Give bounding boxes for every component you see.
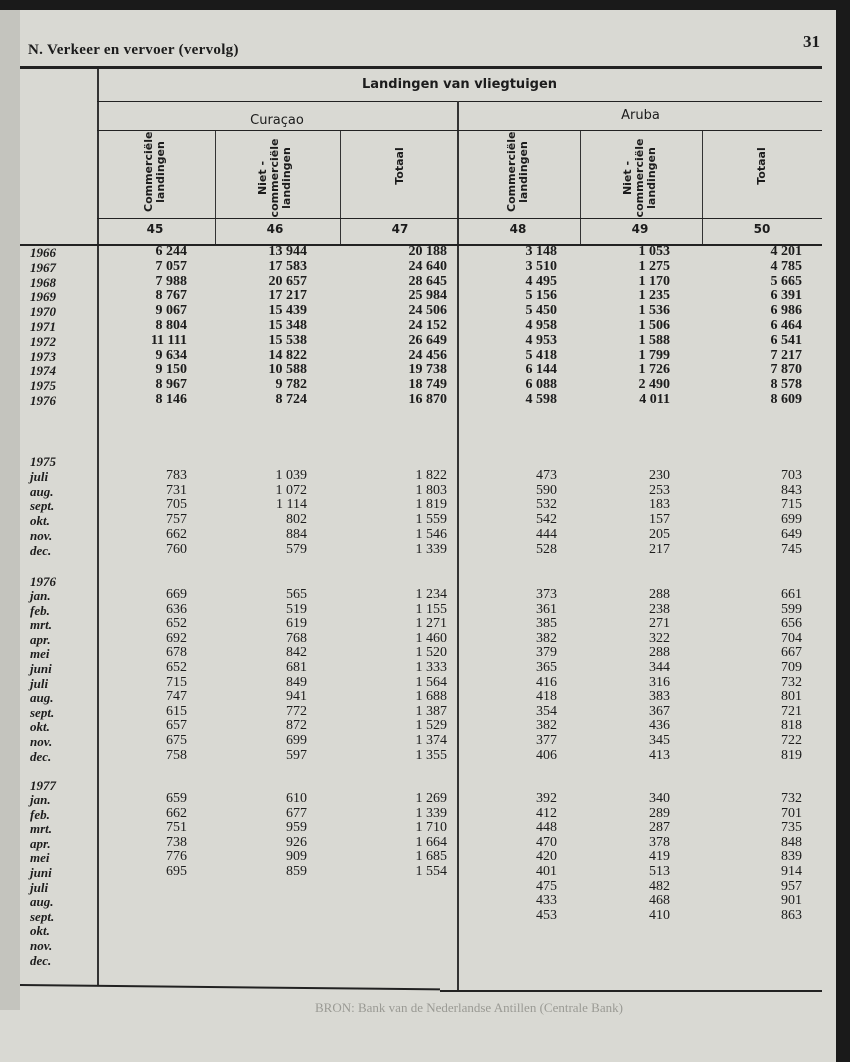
table-cell: 914 — [781, 864, 802, 879]
table-cell: 1 155 — [415, 601, 447, 617]
column-number: 47 — [391, 222, 409, 236]
section-year-heading: 1976 — [30, 574, 56, 589]
table-cell: 704 — [781, 630, 802, 646]
table-cell: 2 490 — [638, 377, 670, 393]
table-cell: 8 724 — [275, 392, 307, 407]
table-cell: 3 148 — [525, 244, 557, 259]
table-cell: 732 — [781, 674, 802, 690]
table-cell: 6 391 — [770, 288, 802, 304]
table-cell: 1 819 — [415, 497, 447, 513]
table-cell: 801 — [781, 689, 802, 705]
row-label: 1974 — [30, 363, 56, 379]
page-number: 31 — [803, 32, 820, 51]
table-cell: 28 645 — [408, 273, 447, 289]
table-cell: 1 546 — [415, 526, 447, 542]
table-cell: 590 — [536, 482, 557, 498]
table-cell: 1 520 — [415, 645, 447, 661]
row-label: 1967 — [30, 259, 56, 275]
table-cell: 1 275 — [638, 258, 670, 274]
section-year-heading: 1977 — [30, 778, 56, 793]
table-cell: 705 — [166, 497, 187, 513]
table-cell: 340 — [649, 791, 670, 806]
table-cell: 385 — [536, 616, 557, 632]
table-cell: 1 039 — [275, 468, 307, 483]
table-cell: 839 — [781, 849, 802, 865]
column-label-rule — [97, 218, 822, 219]
table-cell: 1 822 — [415, 468, 447, 483]
table-cell: 205 — [649, 526, 670, 542]
table-cell: 382 — [536, 718, 557, 734]
table-cell: 4 785 — [770, 258, 802, 274]
table-cell: 373 — [536, 587, 557, 602]
row-label: 1973 — [30, 348, 56, 364]
table-cell: 1 726 — [638, 362, 670, 378]
table-cell: 26 649 — [408, 332, 447, 348]
row-label: okt. — [30, 719, 50, 735]
table-cell: 772 — [286, 703, 307, 719]
row-label: juli — [30, 469, 49, 484]
column-number: 50 — [753, 222, 771, 236]
table-cell: 18 749 — [408, 377, 447, 393]
column-header-label: Commerciële landingen — [505, 131, 530, 212]
table-cell: 419 — [649, 849, 670, 865]
table-cell: 657 — [166, 718, 187, 734]
row-label: feb. — [30, 602, 50, 618]
table-cell: 1 339 — [415, 541, 447, 557]
table-cell: 420 — [536, 849, 557, 865]
table-cell: 448 — [536, 820, 557, 836]
table-cell: 695 — [166, 864, 187, 879]
table-cell: 253 — [649, 482, 670, 498]
table-cell: 1 529 — [415, 718, 447, 734]
table-cell: 667 — [781, 645, 802, 661]
table-cell: 957 — [781, 878, 802, 894]
table-cell: 24 456 — [408, 347, 447, 363]
row-label: mei — [30, 646, 50, 662]
row-label: juni — [30, 865, 52, 880]
table-cell: 1 554 — [415, 864, 447, 879]
table-cell: 8 146 — [155, 392, 187, 407]
row-label: 1972 — [30, 333, 56, 349]
col-divider — [580, 131, 581, 245]
table-cell: 1 803 — [415, 482, 447, 498]
table-cell: 699 — [286, 733, 307, 748]
table-cell: 9 067 — [155, 303, 187, 319]
table-cell: 4 953 — [525, 332, 557, 348]
table-cell: 4 011 — [639, 392, 670, 407]
table-cell: 872 — [286, 718, 307, 734]
table-cell: 468 — [649, 893, 670, 909]
table-cell: 1 339 — [415, 805, 447, 821]
table-cell: 3 510 — [525, 258, 557, 274]
row-label: dec. — [30, 748, 52, 764]
table-cell: 271 — [649, 616, 670, 632]
row-label: apr. — [30, 835, 51, 851]
table-cell: 757 — [166, 512, 187, 528]
table-cell: 475 — [536, 878, 557, 894]
row-label: 1970 — [30, 304, 56, 320]
row-label: dec. — [30, 952, 52, 968]
table-cell: 1 170 — [638, 273, 670, 289]
table-cell: 382 — [536, 630, 557, 646]
col-divider — [702, 131, 703, 245]
table-cell: 1 235 — [638, 288, 670, 304]
table-cell: 1 685 — [415, 849, 447, 865]
table-cell: 9 634 — [155, 347, 187, 363]
table-cell: 1 710 — [415, 820, 447, 836]
table-cell: 4 495 — [525, 273, 557, 289]
row-label: nov. — [30, 527, 53, 543]
column-header-label: Totaal — [393, 147, 406, 185]
table-cell: 701 — [781, 805, 802, 821]
main-heading: Landingen van vliegtuigen — [361, 77, 558, 92]
table-cell: 470 — [536, 834, 557, 850]
table-cell: 599 — [781, 601, 802, 617]
table-cell: 444 — [536, 526, 557, 542]
table-cell: 783 — [166, 468, 187, 483]
column-number: 49 — [631, 222, 649, 236]
table-cell: 941 — [286, 689, 307, 705]
col-divider — [215, 131, 216, 245]
table-cell: 703 — [781, 468, 802, 483]
table-cell: 661 — [781, 587, 802, 602]
table-cell: 1 564 — [415, 674, 447, 690]
table-cell: 1 114 — [276, 497, 307, 513]
row-label: mrt. — [30, 821, 53, 837]
table-cell: 288 — [649, 645, 670, 661]
table-cell: 15 439 — [268, 303, 307, 319]
table-cell: 416 — [536, 674, 557, 690]
table-cell: 1 387 — [415, 703, 447, 719]
table-cell: 735 — [781, 820, 802, 836]
table-cell: 652 — [166, 616, 187, 632]
table-cell: 413 — [649, 747, 670, 763]
section-year-heading: 1975 — [30, 454, 56, 469]
table-bottom-rule — [440, 990, 822, 992]
table-cell: 238 — [649, 601, 670, 617]
table-cell: 24 640 — [408, 258, 447, 274]
table-cell: 901 — [781, 893, 802, 909]
row-label: okt. — [30, 513, 50, 529]
table-cell: 802 — [286, 512, 307, 528]
table-cell: 5 418 — [525, 347, 557, 363]
row-label: sept. — [30, 704, 55, 720]
row-label: sept. — [30, 908, 55, 924]
table-cell: 528 — [536, 541, 557, 557]
table-cell: 482 — [649, 878, 670, 894]
table-cell: 677 — [286, 805, 307, 821]
table-cell: 473 — [536, 468, 557, 483]
row-label: feb. — [30, 806, 50, 822]
table-cell: 722 — [781, 733, 802, 748]
column-number: 45 — [146, 222, 164, 236]
table-cell: 662 — [166, 526, 187, 542]
table-cell: 818 — [781, 718, 802, 734]
table-cell: 6 088 — [525, 377, 557, 393]
table-cell: 848 — [781, 834, 802, 850]
table-cell: 5 665 — [770, 273, 802, 289]
table-cell: 183 — [649, 497, 670, 513]
table-cell: 745 — [781, 541, 802, 557]
table-cell: 8 804 — [155, 318, 187, 333]
table-cell: 453 — [536, 907, 557, 923]
table-cell: 1 506 — [638, 318, 670, 333]
row-label: 1971 — [30, 319, 56, 334]
table-cell: 715 — [166, 674, 187, 690]
table-cell: 1 333 — [415, 660, 447, 675]
table-cell: 542 — [536, 512, 557, 528]
table-cell: 19 738 — [408, 362, 447, 378]
column-number: 46 — [266, 222, 284, 236]
row-label: aug. — [30, 690, 54, 706]
table-cell: 751 — [166, 820, 187, 836]
table-cell: 842 — [286, 645, 307, 661]
table-cell: 1 664 — [415, 834, 447, 850]
table-cell: 20 657 — [268, 273, 307, 289]
row-label: juli — [30, 879, 49, 895]
table-cell: 715 — [781, 497, 802, 513]
table-cell: 20 188 — [408, 244, 447, 259]
table-cell: 519 — [286, 601, 307, 617]
table-cell: 17 217 — [268, 288, 307, 304]
row-label: apr. — [30, 631, 51, 647]
column-number: 48 — [509, 222, 527, 236]
row-label: jan. — [30, 588, 51, 603]
table-cell: 649 — [781, 526, 802, 542]
row-label: juli — [30, 675, 49, 691]
row-label: 1966 — [30, 245, 56, 260]
row-label: 1969 — [30, 289, 56, 305]
table-cell: 513 — [649, 864, 670, 879]
table-cell: 377 — [536, 733, 557, 748]
group-aruba: Aruba — [621, 108, 660, 123]
table-cell: 8 767 — [155, 288, 187, 304]
heading-rule — [97, 101, 822, 102]
table-cell: 11 111 — [150, 332, 187, 348]
table-cell: 288 — [649, 587, 670, 602]
table-cell: 1 460 — [415, 630, 447, 646]
table-cell: 433 — [536, 893, 557, 909]
table-cell: 678 — [166, 645, 187, 661]
table-cell: 13 944 — [268, 244, 307, 259]
table-cell: 675 — [166, 733, 187, 748]
table-cell: 7 870 — [770, 362, 802, 378]
table-cell: 681 — [286, 660, 307, 675]
table-cell: 859 — [286, 864, 307, 879]
table-cell: 610 — [286, 791, 307, 806]
table-cell: 7 057 — [155, 258, 187, 274]
table-cell: 959 — [286, 820, 307, 836]
table-cell: 1 559 — [415, 512, 447, 528]
table-cell: 579 — [286, 541, 307, 557]
row-label: jan. — [30, 792, 51, 807]
table-cell: 1 688 — [415, 689, 447, 705]
table-cell: 760 — [166, 541, 187, 557]
table-cell: 615 — [166, 703, 187, 719]
row-label: aug. — [30, 483, 54, 499]
table-cell: 747 — [166, 689, 187, 705]
table-cell: 768 — [286, 630, 307, 646]
row-label: nov. — [30, 734, 53, 749]
table-cell: 1 536 — [638, 303, 670, 319]
table-cell: 1 799 — [638, 347, 670, 363]
table-cell: 406 — [536, 747, 557, 763]
table-cell: 217 — [649, 541, 670, 557]
table-cell: 1 271 — [415, 616, 447, 632]
table-cell: 909 — [286, 849, 307, 865]
table-cell: 669 — [166, 587, 187, 602]
table-cell: 849 — [286, 674, 307, 690]
table-cell: 659 — [166, 791, 187, 806]
table-cell: 6 464 — [770, 318, 802, 333]
table-cell: 392 — [536, 791, 557, 806]
table-cell: 14 822 — [268, 347, 307, 363]
table-cell: 9 150 — [155, 362, 187, 378]
table-cell: 732 — [781, 791, 802, 806]
column-header-label: Totaal — [755, 147, 768, 185]
page-title: N. Verkeer en vervoer (vervolg) — [28, 42, 239, 58]
table-cell: 819 — [781, 747, 802, 763]
row-label: juni — [30, 661, 52, 676]
table-cell: 24 152 — [408, 318, 447, 333]
table-cell: 5 450 — [525, 303, 557, 319]
table-cell: 532 — [536, 497, 557, 513]
table-cell: 5 156 — [525, 288, 557, 304]
table-cell: 7 217 — [770, 347, 802, 363]
row-label: okt. — [30, 923, 50, 939]
table-cell: 410 — [649, 907, 670, 923]
table-cell: 709 — [781, 660, 802, 675]
table-cell: 758 — [166, 747, 187, 763]
table-cell: 1 234 — [415, 587, 447, 602]
table-cell: 884 — [286, 526, 307, 542]
table-cell: 10 588 — [268, 362, 307, 378]
column-header-label: Niet - commerciële landingen — [256, 138, 293, 218]
table-cell: 6 541 — [770, 332, 802, 348]
table-cell: 322 — [649, 630, 670, 646]
table-cell: 15 538 — [268, 332, 307, 348]
table-cell: 15 348 — [268, 318, 307, 333]
table-cell: 344 — [649, 660, 670, 675]
table-cell: 652 — [166, 660, 187, 675]
table-cell: 378 — [649, 834, 670, 850]
table-cell: 287 — [649, 820, 670, 836]
row-label: aug. — [30, 894, 54, 910]
table-cell: 597 — [286, 747, 307, 763]
table-cell: 8 609 — [770, 392, 802, 407]
table-cell: 16 870 — [408, 392, 447, 407]
row-label: mei — [30, 850, 50, 866]
table-cell: 6 244 — [155, 244, 187, 259]
table-cell: 731 — [166, 482, 187, 498]
table-cell: 1 355 — [415, 747, 447, 763]
table-cell: 6 144 — [525, 362, 557, 378]
source-note: BRON: Bank van de Nederlandse Antillen (Centrale Bank) — [315, 1000, 623, 1015]
table-cell: 230 — [649, 468, 670, 483]
row-label: dec. — [30, 542, 52, 558]
table-cell: 926 — [286, 834, 307, 850]
table-cell: 1 374 — [415, 733, 447, 748]
table-cell: 418 — [536, 689, 557, 705]
table-cell: 361 — [536, 601, 557, 617]
table-cell: 1 053 — [638, 244, 670, 259]
table-cell: 776 — [166, 849, 187, 865]
table-cell: 656 — [781, 616, 802, 632]
group-curacao: Curaçao — [250, 113, 304, 128]
table-cell: 436 — [649, 718, 670, 734]
table-cell: 4 598 — [525, 392, 557, 407]
table-cell: 24 506 — [408, 303, 447, 319]
table-cell: 843 — [781, 482, 802, 498]
row-label: sept. — [30, 498, 55, 514]
table-cell: 863 — [781, 907, 802, 923]
row-label: 1968 — [30, 274, 56, 290]
table-cell: 8 967 — [155, 377, 187, 393]
table-cell: 354 — [536, 703, 557, 719]
table-cell: 25 984 — [408, 288, 447, 304]
previous-page-edge — [0, 10, 20, 1010]
table-cell: 1 072 — [275, 482, 307, 498]
table-cell: 316 — [649, 674, 670, 690]
table-cell: 721 — [781, 703, 802, 719]
table-cell: 4 201 — [770, 244, 802, 259]
table-cell: 636 — [166, 601, 187, 617]
stub-divider — [97, 69, 99, 985]
table-cell: 9 782 — [275, 377, 307, 393]
table-cell: 289 — [649, 805, 670, 821]
row-label: 1976 — [30, 393, 56, 408]
table-cell: 379 — [536, 645, 557, 661]
group-rule — [97, 130, 822, 131]
table-cell: 412 — [536, 805, 557, 821]
table-cell: 365 — [536, 660, 557, 675]
table-cell: 7 988 — [155, 273, 187, 289]
col-divider — [340, 131, 341, 245]
table-cell: 619 — [286, 616, 307, 632]
table-cell: 367 — [649, 703, 670, 719]
table-cell: 1 588 — [638, 332, 670, 348]
table-cell: 6 986 — [770, 303, 802, 319]
column-header-label: Niet - commerciële landingen — [621, 138, 658, 218]
table-cell: 345 — [649, 733, 670, 748]
row-label: nov. — [30, 938, 53, 953]
table-cell: 8 578 — [770, 377, 802, 393]
row-label: mrt. — [30, 617, 53, 633]
table-cell: 401 — [536, 864, 557, 879]
table-cell: 157 — [649, 512, 670, 528]
table-cell: 699 — [781, 512, 802, 528]
table-cell: 565 — [286, 587, 307, 602]
table-cell: 738 — [166, 834, 187, 850]
table-cell: 17 583 — [268, 258, 307, 274]
table-cell: 1 269 — [415, 791, 447, 806]
group-divider — [457, 101, 459, 991]
table-cell: 662 — [166, 805, 187, 821]
title-rule — [20, 66, 822, 69]
column-header-label: Commerciële landingen — [142, 131, 167, 212]
table-cell: 383 — [649, 689, 670, 705]
row-label: 1975 — [30, 378, 56, 394]
table-cell: 692 — [166, 630, 187, 646]
table-cell: 4 958 — [525, 318, 557, 333]
